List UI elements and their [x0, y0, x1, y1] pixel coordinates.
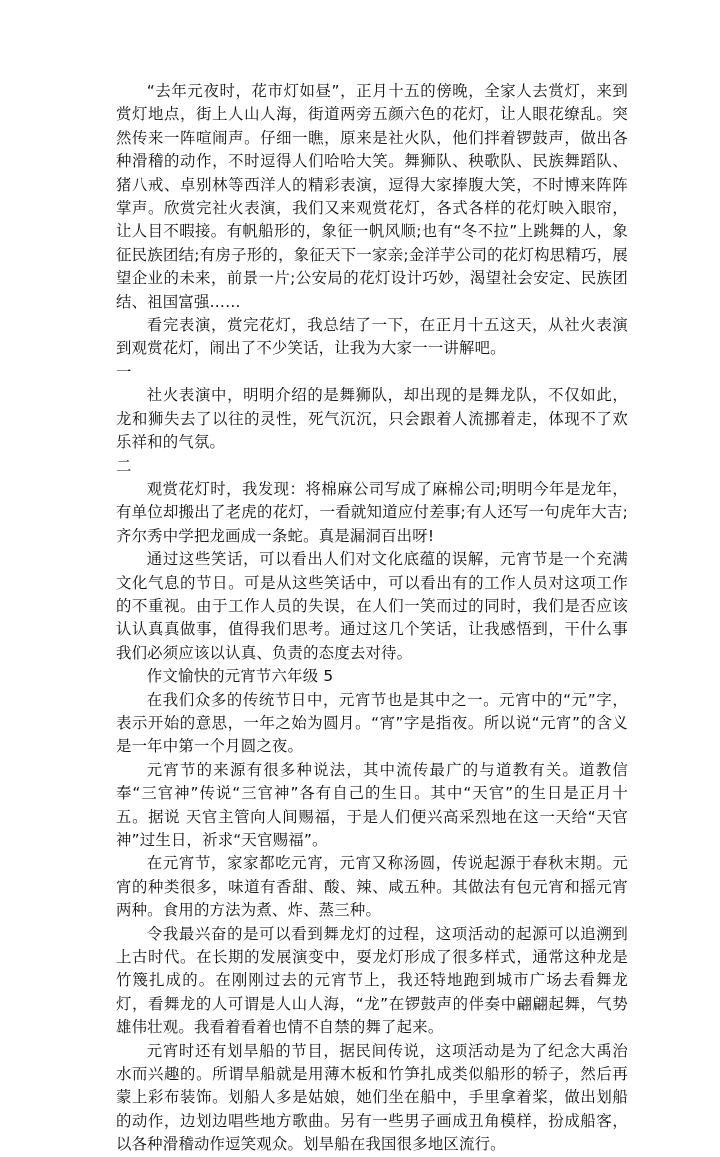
paragraph-meaning: 在我们众多的传统节日中，元宵节也是其中之一。元宵中的“元”字，表示开始的意思，一年之始为圆月。“宵”字是指夜。所以说“元宵”的含义是一年中第一个月圆之夜。: [116, 690, 628, 756]
paragraph-land-boat: 元宵时还有划旱船的节目，据民间传说，这项活动是为了纪念大禹治水而兴趣的。所谓旱船就是用薄木板和竹笋扎成类似船形的轿子，然后再蒙上彩布装饰。划船人多是姑娘，她们坐在船中，手里拿着桨，做出划船的动作，边划边唱些地方歌曲。另有一些男子画成丑角模样，扮成船客，以各种滑稽动作逗笑观众。划旱船在我国很多地区流行。: [116, 1041, 628, 1154]
section-number-one: 一: [116, 362, 132, 381]
section-number-two: 二: [116, 456, 132, 475]
paragraph-dragon-dance: 令我最兴奋的是可以看到舞龙灯的过程，这项活动的起源可以追溯到上古时代。在长期的发展演变中，耍龙灯形成了很多样式，通常这种龙是竹篾扎成的。在刚刚过去的元宵节上，我还特地跑到城市广场去看舞龙灯，看舞龙的人可谓是人山人海，“龙”在锣鼓声的伴奏中翩翩起舞，气势雄伟壮观。我看着看着也情不自禁的舞了起来。: [116, 924, 628, 1037]
paragraph-lantern-errors: 观赏花灯时，我发现：将棉麻公司写成了麻棉公司;明明今年是龙年，有单位却搬出了老虎的花灯，一看就知道应付差事;有人还写一句虎年大吉;齐尔秀中学把龙画成一条蛇。真是漏洞百出呀!: [116, 479, 628, 545]
paragraph-reflection: 通过这些笑话，可以看出人们对文化底蕴的误解，元宵节是一个充满文化气息的节日。可是从这些笑话中，可以看出有的工作人员对这项工作的不重视。由于工作人员的失误，在人们一笑而过的同时，我们是否应该认认真真做事，值得我们思考。通过这几个笑话，让我感悟到，干什么事我们必须应该以认真、负责的态度去对待。: [116, 550, 628, 662]
paragraph-origin: 元宵节的来源有很多种说法，其中流传最广的与道教有关。道教信奉“三官神”传说“三官神”各有自己的生日。其中“天官”的生日是正月十五。据说 天官主管向人间赐福，于是人们便兴高采烈地在这一天给“天官神”过生日，祈求“天官赐福”。: [116, 760, 628, 849]
paragraph-summary: 看完表演，赏完花灯，我总结了一下，在正月十五这天，从社火表演到观赏花灯，闹出了不少笑话，让我为大家一一讲解吧。: [116, 316, 628, 358]
paragraph-tangyuan: 在元宵节，家家都吃元宵，元宵又称汤圆，传说起源于春秋末期。元宵的种类很多，味道有香甜、酸、辣、咸五种。其做法有包元宵和摇元宵两种。食用的方法为煮、炸、蒸三种。: [116, 854, 628, 920]
paragraph-lion-dance: 社火表演中，明明介绍的是舞狮队，却出现的是舞龙队，不仅如此，龙和狮失去了以往的灵性，死气沉沉，只会跟着人流挪着走，体现不了欢乐祥和的气氛。: [116, 386, 628, 452]
essay-title: 作文愉快的元宵节六年级 5: [146, 667, 334, 686]
paragraph-intro: “去年元夜时，花市灯如昼”，正月十五的傍晚，全家人去赏灯，来到赏灯地点，街上人山人海，街道两旁五颜六色的花灯，让人眼花缭乱。突然传来一阵喧闹声。仔细一瞧，原来是社火队，他们拌着锣鼓声，做出各种滑稽的动作，不时逗得人们哈哈大笑。舞狮队、秧歌队、民族舞蹈队、猪八戒、卓别林等西洋人的精彩表演，逗得大家捧腹大笑，不时博来阵阵掌声。欣赏完社火表演，我们又来观赏花灯，各式各样的花灯映入眼帘，让人目不暇接。有帆船形的，象征一帆风顺;也有“冬不拉”上跳舞的人，象征民族团结;有房子形的，象征天下一家亲;金洋芋公司的花灯构思精巧，展望企业的未来，前景一片;公安局的花灯设计巧妙，渴望社会安定、民族团结、祖国富强……: [116, 82, 628, 311]
